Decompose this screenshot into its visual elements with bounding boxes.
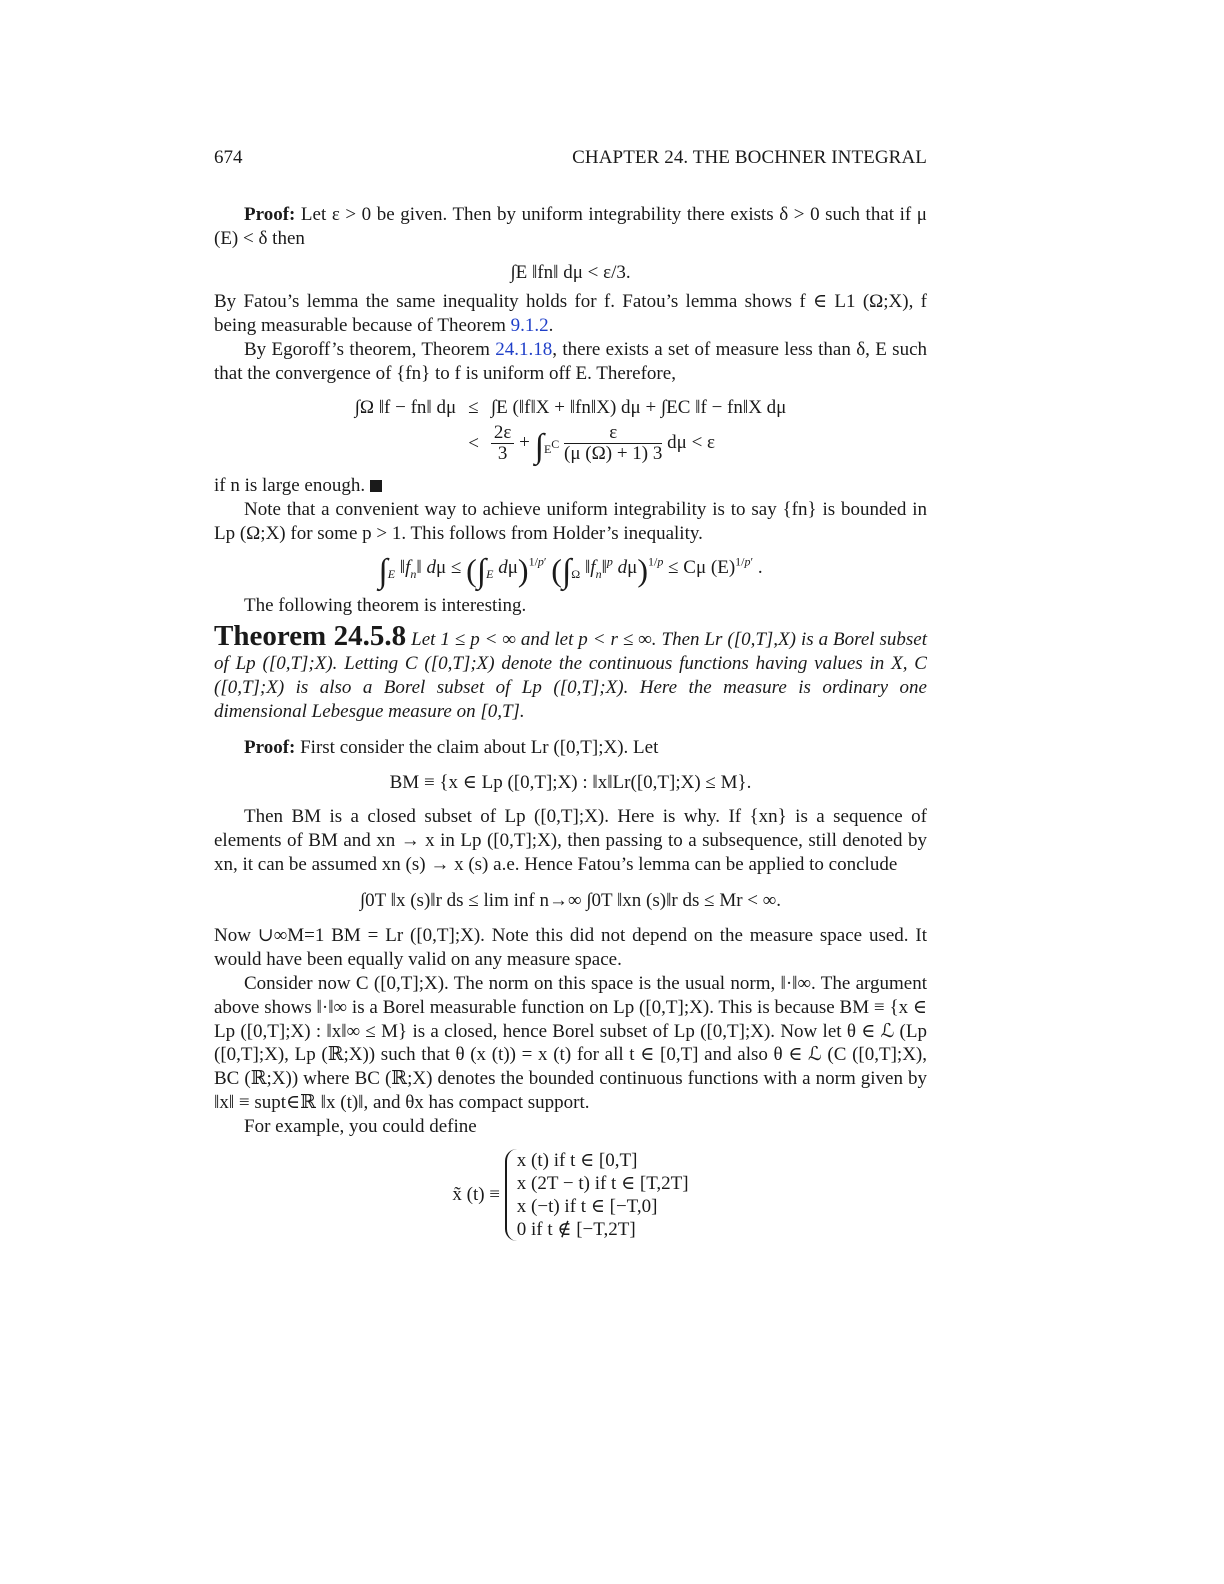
proof-paragraph-2 — [214, 736, 927, 760]
fraction-denominator-2: (μ (Ω) + 1) 3 — [564, 443, 663, 465]
equation-2-rel-1: ≤ — [468, 396, 479, 418]
fraction-eps — [564, 423, 662, 464]
page-number: 674 — [214, 147, 243, 168]
equation-cases — [214, 1149, 927, 1241]
paragraph-example — [214, 1115, 927, 1139]
fraction-numerator-2: ε — [564, 423, 662, 444]
equation-3: $\int_E$ $‖f_n‖$ $d\mu \le (\int_E$ dμ)$^{1/p'}$ ($\int_\Omega$ $‖f_n‖^p$ dμ)$^{1/p}$ ≤ Cμ $(E)^{1/p'}$ . — [378, 551, 763, 590]
equation-4 — [214, 771, 927, 795]
fraction-2eps-3 — [491, 423, 514, 464]
equation-2-rhs-2: $\frac{2\varepsilon}{3}$ + $\int_{E^C}$ $\frac{\varepsilon}{(\mu (\Omega) + 1) 3}$ dμ < ε — [485, 421, 792, 466]
running-head: CHAPTER 24. THE BOCHNER INTEGRAL — [572, 147, 927, 168]
equation-2-rel-2: < — [468, 432, 479, 454]
equation-2-tail: dμ < ε — [667, 432, 716, 454]
equation-5 — [214, 889, 927, 913]
equation-2-lhs: ∫Ω ‖f − fn‖ dμ — [354, 396, 457, 418]
theorem-24-5-8 — [214, 620, 927, 723]
case-3: x (−t) if t ∈ [−T,0] — [516, 1195, 658, 1217]
equation-5-text: ∫0T ‖x (s)‖r ds ≤ lim inf n→∞ ∫0T ‖xn (s)‖r ds ≤ Mr < ∞. — [359, 889, 782, 911]
paragraph-large-n-text: if n is large enough. — [214, 475, 366, 497]
paragraph-large-n — [214, 474, 927, 498]
proof-label-2: Proof: — [244, 736, 296, 758]
case-1: x (t) if t ∈ [0,T] — [516, 1149, 638, 1171]
paragraph-closed-subset-text: Then BM is a closed subset of Lp ([0,T];X). Here is why. If {xn} is a sequence of elements of BM and xn → x in Lp ([0,T];X), then passing to a subsequence, still denoted by xn, it can be assumed xn (s) → x (s) a.e. Hence Fatou’s lemma can be applied to conclude — [214, 806, 927, 875]
paragraph-fatou — [214, 290, 927, 338]
cases-brace — [505, 1149, 689, 1241]
theorem-statement: Let 1 ≤ p < ∞ and let p < r ≤ ∞. Then Lr ([0,T],X) is a Borel subset of Lp ([0,T];X). Letting C ([0,T];X) denote the continuous functions having values in X, C ([0,T];X) is also a Borel subset of Lp ([0,T];X). Here the measure is ordinary one dimensional Lebesgue measure on [0,T]. — [214, 629, 927, 722]
equation-4-text: BM ≡ {x ∈ Lp ([0,T];X) : ‖x‖Lr([0,T];X) ≤ M}. — [389, 772, 752, 794]
theorem-label: Theorem 24.5.8 — [214, 620, 407, 653]
equation-2 — [349, 394, 793, 467]
paragraph-holder-text: Note that a convenient way to achieve uniform integrability is to say {fn} is bounded in Lp (Ω;X) for some p > 1. This follows from Holder’s inequality. — [214, 499, 927, 544]
paragraph-fatou-end: . — [548, 315, 554, 337]
proof-paragraph-1 — [214, 203, 927, 251]
paragraph-closed-subset — [214, 805, 927, 876]
paragraph-egoroff — [214, 338, 927, 386]
equation-1-text: ∫E ‖fn‖ dμ < ε/3. — [510, 261, 631, 283]
paragraph-holder — [214, 498, 927, 546]
paragraph-fatou-text: By Fatou’s lemma the same inequality holds for f. Fatou’s lemma shows f ∈ L1 (Ω;X), f being measurable because of Theorem — [214, 291, 927, 337]
equation-3-tail: ≤ Cμ (E) — [668, 556, 736, 578]
fraction-denominator: 3 — [497, 443, 508, 465]
page-body — [214, 203, 927, 1247]
paragraph-continuous-text: Consider now C ([0,T];X). The norm on this space is the usual norm, ‖·‖∞. The argument above shows ‖·‖∞ is a Borel measurable function on Lp ([0,T];X). This is because BM ≡ {x ∈ Lp ([0,T];X) : ‖x‖∞ ≤ M} is a closed, hence Borel subset of Lp ([0,T];X). Now let θ ∈ ℒ (Lp ([0,T];X), Lp (ℝ;X)) such that θ (x (t)) = x (t) for all t ∈ [0,T] and also θ ∈ ℒ (C ([0,T];X), BC (ℝ;X)) where BC (ℝ;X) denotes the bounded continuous functions with a norm given by ‖x‖ ≡ supt∈ℝ ‖x (t)‖, and θx has compact support. — [214, 972, 927, 1113]
paragraph-egoroff-text: By Egoroff’s theorem, Theorem — [244, 338, 496, 360]
qed-square-icon — [370, 480, 382, 492]
paragraph-union — [214, 924, 927, 972]
paragraph-continuous — [214, 972, 927, 1115]
paragraph-interesting-text: The following theorem is interesting. — [244, 594, 527, 616]
paragraph-union-text: Now ∪∞M=1 BM = Lr ([0,T];X). Note this did not depend on the measure space used. It would have been equally valid on any measure space. — [214, 925, 927, 971]
proof-text: Let ε > 0 be given. Then by uniform integrability there exists δ > 0 such that if μ (E) < δ then — [214, 204, 927, 249]
paragraph-interesting — [214, 594, 927, 618]
theorem-link-9-1-2[interactable]: 9.1.2 — [510, 315, 549, 337]
fraction-numerator: 2ε — [491, 423, 514, 444]
proof-text-2: First consider the claim about Lr ([0,T];X). Let — [295, 736, 659, 758]
page-header — [214, 146, 927, 172]
paragraph-example-text: For example, you could define — [244, 1115, 477, 1137]
case-2: x (2T − t) if t ∈ [T,2T] — [516, 1172, 689, 1194]
equation-2-rhs-1: ∫E (‖f‖X + ‖fn‖X) dμ + ∫EC ‖f − fn‖X dμ — [490, 396, 787, 418]
theorem-link-24-1-18[interactable]: 24.1.18 — [495, 338, 553, 360]
cases-lhs: x̃ (t) ≡ — [452, 1183, 501, 1205]
paragraph-egoroff-end: , there exists a set of measure less than δ, E such that the convergence of {fn} to f is uniform off E. Therefore, — [214, 338, 928, 384]
proof-label: Proof: — [244, 204, 296, 225]
case-4: 0 if t ∉ [−T,2T] — [516, 1218, 636, 1240]
equation-1 — [214, 261, 927, 285]
